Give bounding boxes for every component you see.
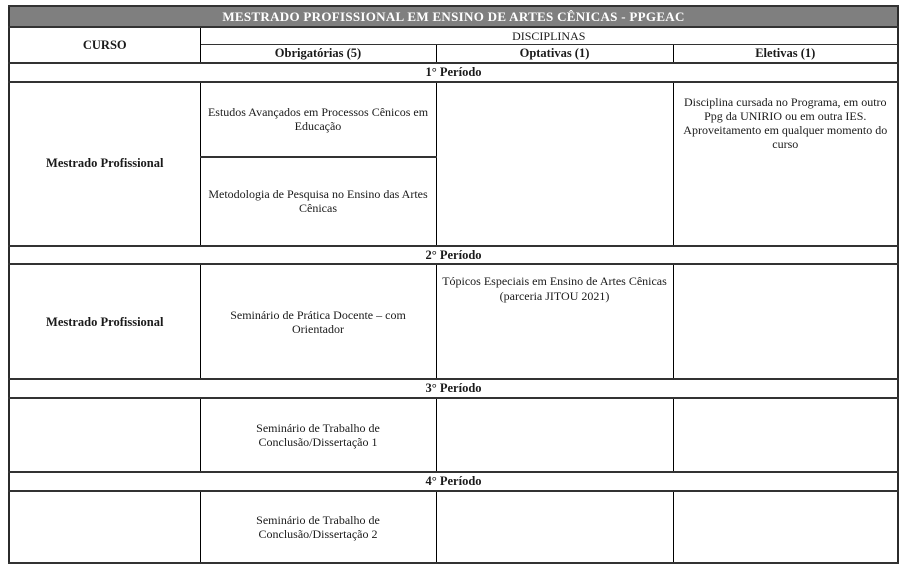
period2-optativas-cell: Tópicos Especiais em Ensino de Artes Cênicas (parceria JITOU 2021) [436,264,673,379]
period4-optativas-cell [436,491,673,563]
period2-label: 2° Período [9,246,898,265]
table-title-row [9,6,898,27]
period4-body-row [9,491,898,563]
obrigatorias-column-header: Obrigatórias (5) [200,45,436,63]
period4-band-row [9,472,898,491]
period3-curso-cell [9,398,200,472]
period3-body-row [9,398,898,472]
period1-label: 1° Período [9,63,898,82]
period2-curso-cell: Mestrado Profissional [9,264,200,379]
period1-optativas-cell [436,82,673,246]
period1-body-row-a [9,82,898,157]
optativas-column-header: Optativas (1) [436,45,673,63]
period3-obrigatorias-text: Seminário de Trabalho de Conclusão/Dissertação 1 [256,421,380,450]
period1-curso-cell: Mestrado Profissional [9,82,200,246]
period4-label: 4° Período [9,472,898,491]
period1-eletivas-cell: Disciplina cursada no Programa, em outro Ppg da UNIRIO ou em outra IES. Aproveitamento em qualquer momento do curso [673,82,898,246]
period1-obrigatoria-1-cell: Estudos Avançados em Processos Cênicos em Educação [200,82,436,157]
table-title: MESTRADO PROFISSIONAL EM ENSINO DE ARTES CÊNICAS - PPGEAC [9,6,898,27]
period2-eletivas-cell [673,264,898,379]
period2-obrigatorias-cell: Seminário de Prática Docente – com Orientador [200,264,436,379]
period3-eletivas-cell [673,398,898,472]
period3-optativas-cell [436,398,673,472]
period1-obrigatoria-2-cell: Metodologia de Pesquisa no Ensino das Artes Cênicas [200,157,436,246]
period2-body-row [9,264,898,379]
period3-band-row [9,379,898,398]
period4-obrigatorias-cell [200,491,436,563]
period4-curso-cell [9,491,200,563]
header-group-row [9,27,898,45]
period4-eletivas-cell [673,491,898,563]
period3-label: 3° Período [9,379,898,398]
curriculum-table [8,5,899,564]
period2-band-row [9,246,898,265]
period3-obrigatorias-cell [200,398,436,472]
period1-band-row [9,63,898,82]
disciplinas-group-header: DISCIPLINAS [200,27,898,45]
curso-column-header: CURSO [9,27,200,63]
eletivas-column-header: Eletivas (1) [673,45,898,63]
period4-obrigatorias-text: Seminário de Trabalho de Conclusão/Dissertação 2 [256,512,380,541]
